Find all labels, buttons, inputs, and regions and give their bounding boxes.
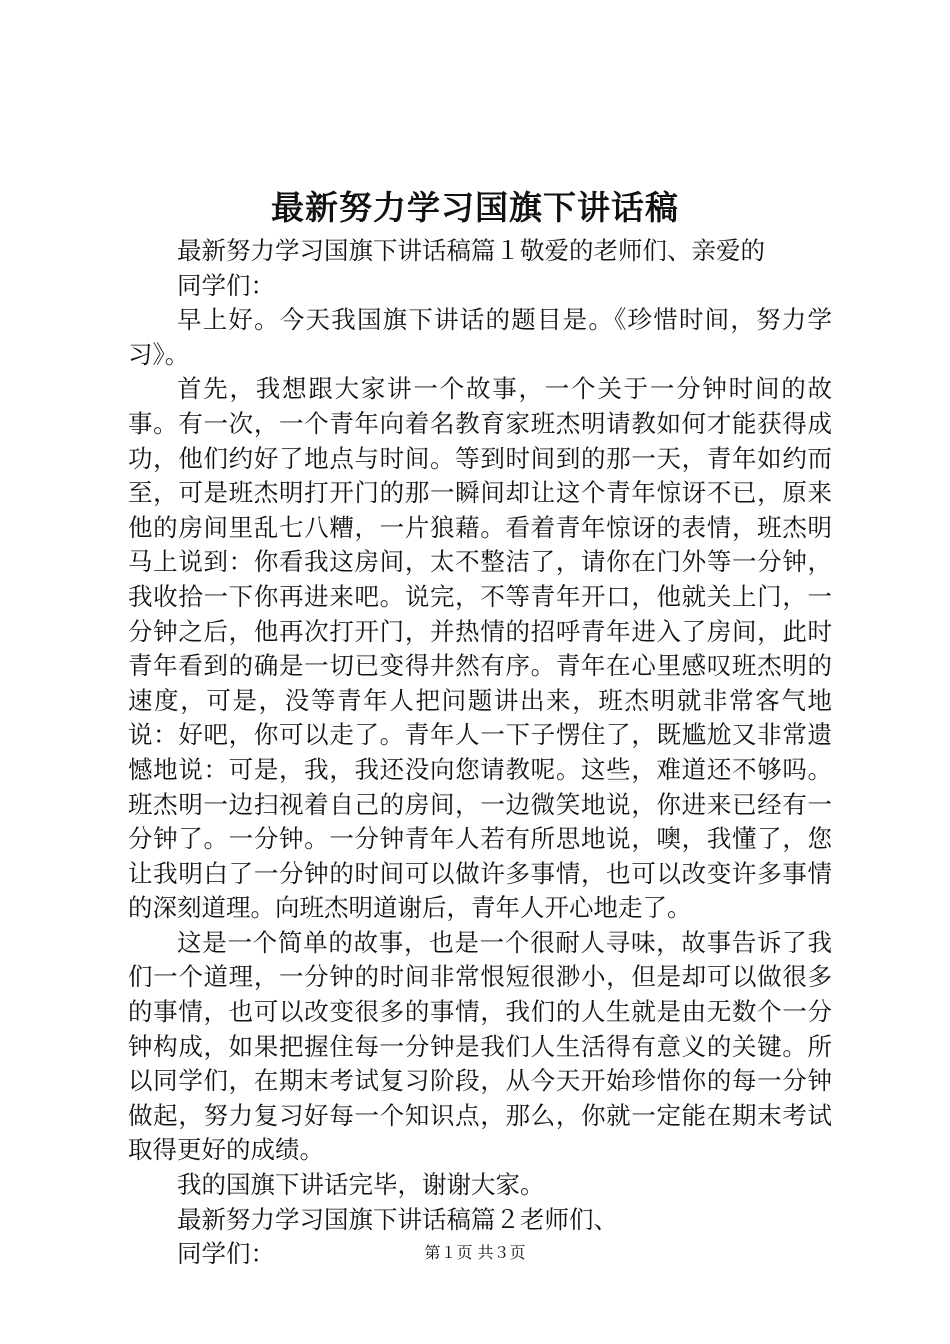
paragraph-story: 首先，我想跟大家讲一个故事，一个关于一分钟时间的故事。有一次，一个青年向着名教育家班杰明请教如何才能获得成功，他们约好了地点与时间。等到时间到的那一天，青年如约而至，可是班杰明打开门的那一瞬间却让这个青年惊讶不已，原来他的房间里乱七八糟，一片狼藉。看着青年惊讶的表情，班杰明马上说到：你看我这房间，太不整洁了，请你在门外等一分钟，我收拾一下你再进来吧。说完，不等青年开口，他就关上门，一分钟之后，他再次打开门，并热情的招呼青年进入了房间，此时青年看到的确是一切已变得井然有序。青年在心里感叹班杰明的速度，可是，没等青年人把问题讲出来，班杰明就非常客气地说：好吧，你可以走了。青年人一下子愣住了，既尴尬又非常遗憾地说：可是，我，我还没向您请教呢。这些，难道还不够吗。班杰明一边扫视着自己的房间，一边微笑地说，你进来已经有一分钟了。一分钟。一分钟青年人若有所思地说，噢，我懂了，您让我明白了一分钟的时间可以做许多事情，也可以改变许多事情的深刻道理。向班杰明道谢后，青年人开心地走了。: [128, 374, 832, 923]
paragraph-intro-line-1: 最新努力学习国旗下讲话稿篇１敬爱的老师们、亲爱的: [177, 236, 765, 265]
document-title: 最新努力学习国旗下讲话稿: [271, 188, 679, 227]
paragraph-greeting: 早上好。今天我国旗下讲话的题目是。《珍惜时间，努力学习》。: [128, 305, 832, 369]
document-body: [128, 234, 832, 1272]
paragraph-second-speech-salutation: 同学们：: [177, 1239, 275, 1269]
paragraph-second-speech-heading: 最新努力学习国旗下讲话稿篇２老师们、: [177, 1204, 618, 1234]
paragraph-intro-line-2: 同学们：: [177, 270, 275, 300]
paragraph-closing: 我的国旗下讲话完毕，谢谢大家。: [177, 1170, 545, 1200]
page-number-footer: 第１页 共３页: [424, 1243, 526, 1262]
paragraph-lesson: 这是一个简单的故事，也是一个很耐人寻味，故事告诉了我们一个道理，一分钟的时间非常恨短很渺小，但是却可以做很多的事情，也可以改变很多的事情，我们的人生就是由无数个一分钟构成，如果把握住每一分钟是我们人生活得有意义的关键。所以同学们，在期末考试复习阶段，从今天开始珍惜你的每一分钟做起，努力复习好每一个知识点，那么，你就一定能在期末考试取得更好的成绩。: [128, 927, 832, 1165]
